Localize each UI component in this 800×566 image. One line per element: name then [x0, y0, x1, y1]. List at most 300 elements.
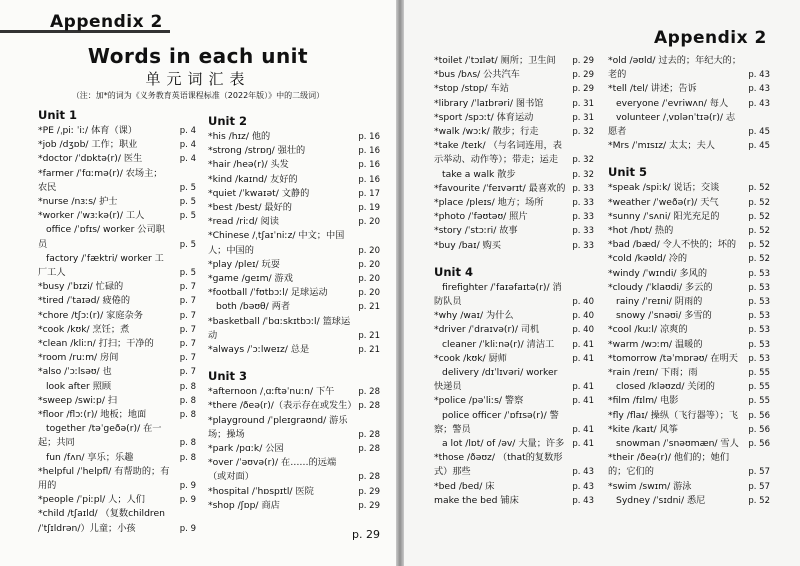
vocab-text: *clean /kliːn/ 打扫；干净的 [38, 338, 154, 350]
vocab-text: office /ˈɒfɪs/ worker 公司职员 [38, 224, 165, 250]
vocab-text: *game /geɪm/ 游戏 [208, 273, 293, 285]
page-ref: p. 29 [572, 70, 594, 81]
unit-heading: Unit 3 [208, 369, 247, 384]
unit-heading: Unit 5 [608, 165, 647, 180]
page-ref: p. 55 [748, 396, 770, 407]
vocab-entry [608, 238, 770, 252]
vocab-text: *worker /ˈwɜːkə(r)/ 工人 [38, 210, 145, 222]
vocab-text: *photo /ˈfəʊtəʊ/ 照片 [434, 211, 528, 223]
vocab-entry [434, 54, 594, 68]
vocab-entry [434, 97, 594, 111]
vocab-text: *tired /ˈtaɪəd/ 疲倦的 [38, 295, 131, 307]
page-ref: p. 33 [572, 198, 594, 209]
page-ref: p. 28 [358, 387, 380, 398]
vocab-entry [208, 485, 380, 499]
page-ref: p. 31 [572, 112, 594, 123]
vocab-text: *bed /bed/ 床 [434, 480, 495, 492]
vocab-text: *speak /spiːk/ 说话；交谈 [608, 182, 720, 194]
vocab-text: *chore /tʃɔː(r)/ 家庭杂务 [38, 309, 143, 321]
vocab-text: volunteer /ˌvɒlənˈtɪə(r)/ 志愿者 [608, 111, 736, 138]
unit-heading: Unit 2 [208, 114, 247, 128]
vocab-entry [38, 124, 196, 138]
page-ref: p. 21 [358, 302, 380, 313]
page-ref: p. 20 [358, 274, 380, 285]
page-ref: p. 32 [572, 155, 594, 166]
vocab-entry [608, 380, 770, 394]
left-page [0, 0, 396, 566]
vocab-text: *driver /ˈdraɪvə(r)/ 司机 [434, 324, 540, 336]
page-ref: p. 40 [572, 325, 594, 336]
vocab-entry [208, 315, 380, 343]
page-ref: p. 55 [748, 382, 770, 393]
vocab-entry [608, 366, 770, 380]
vocab-entry [38, 323, 196, 337]
vocab-text: *hair /heə(r)/ 头发 [208, 159, 289, 171]
page-ref: p. 52 [748, 254, 770, 265]
page-ref: p. 41 [572, 439, 594, 450]
vocab-entry [434, 437, 594, 451]
page-ref: p. 29 [358, 500, 380, 511]
vocab-entry [608, 323, 770, 337]
vocab-entry [608, 139, 770, 153]
vocab-text: together /təˈgeðə(r)/ 在一起；共同 [38, 423, 162, 449]
vocab-entry [434, 323, 594, 337]
vocab-text: *job /dʒɒb/ 工作；职业 [38, 139, 138, 151]
page-ref: p. 28 [358, 472, 380, 483]
vocab-text: *child /tʃaɪld/ （复数children /ˈtʃɪldrən/）儿童；小孩 [38, 508, 165, 534]
page-ref: p. 19 [358, 203, 380, 214]
vocab-text: *take /teɪk/ （与名词连用，表示举动、动作等）；带走；运走 [434, 140, 562, 166]
page-ref: p. 53 [748, 353, 770, 364]
page-ref: p. 7 [179, 310, 196, 321]
vocab-text: *best /best/ 最好的 [208, 202, 292, 214]
vocab-entry [608, 196, 770, 210]
page-ref: p. 43 [572, 467, 594, 478]
vocab-text: *park /pɑːk/ 公园 [208, 443, 284, 455]
vocab-entry [208, 130, 380, 144]
vocab-entry [208, 456, 380, 484]
page-ref: p. 28 [358, 429, 380, 440]
page-ref: p. 40 [572, 297, 594, 308]
vocab-entry [608, 82, 770, 96]
vocab-text: *PE /ˌpiː ˈiː/ 体育（课） [38, 125, 138, 136]
vocab-text: *windy /ˈwɪndi/ 多风的 [608, 267, 708, 279]
page-ref: p. 4 [179, 126, 196, 136]
vocab-entry [208, 399, 380, 413]
vocab-text: *their /ðeə(r)/ 他们的；她们的；它们的 [608, 452, 730, 478]
vocab-text: snowy /ˈsnəʊi/ 多雪的 [616, 310, 712, 322]
page-ref: p. 57 [748, 467, 770, 478]
vocab-text: *shop /ʃɒp/ 商店 [208, 499, 280, 511]
vocab-entry [434, 125, 594, 139]
page-ref: p. 45 [748, 141, 770, 152]
vocab-entry [434, 281, 594, 309]
right-column-1 [434, 54, 594, 508]
vocab-entry [608, 437, 770, 451]
vocab-entry [208, 144, 380, 158]
page-ref: p. 9 [179, 481, 196, 492]
vocab-text: *kind /kaɪnd/ 友好的 [208, 173, 298, 185]
vocab-entry [434, 68, 594, 82]
vocab-text: *busy /ˈbɪzi/ 忙碌的 [38, 281, 124, 293]
vocab-entry [208, 343, 380, 357]
vocab-text: *favourite /ˈfeɪvərɪt/ 最喜欢的 [434, 182, 566, 194]
page-ref: p. 41 [572, 339, 594, 350]
page-ref: p. 52 [748, 183, 770, 194]
vocab-text: *toilet /ˈtɔɪlət/ 厕所；卫生间 [434, 55, 556, 66]
page-ref: p. 7 [179, 324, 196, 335]
vocab-entry [434, 309, 594, 323]
page-ref: p. 53 [748, 297, 770, 308]
vocab-entry [608, 480, 770, 494]
vocab-text: make the bed 铺床 [434, 494, 519, 506]
vocab-text: *always /ˈɔːlweɪz/ 总是 [208, 344, 310, 356]
page-ref: p. 5 [179, 197, 196, 208]
vocab-text: *hospital /ˈhɒspɪtl/ 医院 [208, 485, 314, 497]
unit-heading: Unit 4 [434, 264, 473, 279]
vocab-text: *farmer /ˈfɑːmə(r)/ 农场主；农民 [38, 167, 163, 193]
vocab-text: *old /əʊld/ 过去的；年纪大的；老的 [608, 55, 742, 81]
vocab-entry [608, 224, 770, 238]
vocab-entry [434, 224, 594, 238]
page-ref: p. 53 [748, 339, 770, 350]
vocab-text: *his /hɪz/ 他的 [208, 131, 271, 142]
vocab-entry [434, 480, 594, 494]
page-ref: p. 20 [358, 288, 380, 299]
vocab-text: closed /kləʊzd/ 关闭的 [616, 381, 715, 393]
page-ref: p. 21 [358, 345, 380, 356]
page-ref: p. 8 [179, 452, 196, 463]
vocab-text: *cloudy /ˈklaʊdi/ 多云的 [608, 281, 713, 293]
vocab-entry [208, 229, 380, 257]
vocab-entry [38, 337, 196, 351]
vocab-text: a lot /lɒt/ of /əv/ 大量；许多 [442, 438, 565, 450]
vocab-text: snowman /ˈsnəʊmæn/ 雪人 [616, 438, 739, 450]
page-ref: p. 29 [572, 56, 594, 66]
page-ref: p. 45 [748, 127, 770, 138]
vocab-entry [38, 465, 196, 493]
vocab-entry [38, 422, 196, 450]
vocab-entry [38, 280, 196, 294]
page-ref: p. 9 [179, 495, 196, 506]
page-ref: p. 28 [358, 401, 380, 412]
appendix-label: Appendix 2 [50, 12, 163, 32]
vocab-text: *quiet /ˈkwaɪət/ 文静的 [208, 187, 310, 199]
vocab-text: *Mrs /ˈmɪsɪz/ 太太；夫人 [608, 140, 715, 152]
page-ref: p. 16 [358, 174, 380, 185]
page-ref: p. 20 [358, 217, 380, 228]
page-subtitle: 单元词汇表 [145, 70, 251, 88]
vocab-entry [608, 281, 770, 295]
vocab-text: *stop /stɒp/ 车站 [434, 83, 509, 95]
vocab-entry [208, 258, 380, 272]
vocab-text: *police /pəˈliːs/ 警察 [434, 395, 524, 407]
page-ref: p. 55 [748, 368, 770, 379]
book-gutter [396, 0, 404, 566]
vocab-entry [434, 409, 594, 437]
vocab-entry [608, 394, 770, 408]
vocab-entry [208, 499, 380, 513]
page-ref: p. 32 [572, 169, 594, 180]
vocab-entry [208, 201, 380, 215]
page-ref: p. 8 [179, 438, 196, 449]
page-ref: p. 16 [358, 160, 380, 171]
vocab-text: *tell /tel/ 讲述；告诉 [608, 83, 697, 95]
vocab-entry [38, 380, 196, 394]
vocab-text: both /bəʊθ/ 两者 [216, 301, 291, 313]
vocab-text: *sweep /swiːp/ 扫 [38, 394, 118, 406]
vocab-entry [434, 82, 594, 96]
vocab-text: *sport /spɔːt/ 体育运动 [434, 111, 534, 123]
vocab-text: *cook /kʊk/ 厨师 [434, 352, 507, 364]
vocab-text: *nurse /nɜːs/ 护士 [38, 196, 118, 208]
vocab-text: *cook /kʊk/ 烹饪；煮 [38, 323, 130, 335]
vocab-entry [208, 215, 380, 229]
page-ref: p. 56 [748, 439, 770, 450]
page-ref: p. 28 [358, 444, 380, 455]
page-ref: p. 43 [572, 481, 594, 492]
page-ref: p. 57 [748, 481, 770, 492]
vocab-entry [208, 173, 380, 187]
page-ref: p. 33 [572, 226, 594, 237]
page-ref: p. 53 [748, 325, 770, 336]
vocab-text: *warm /wɔːm/ 温暖的 [608, 338, 703, 350]
vocab-entry [434, 494, 594, 508]
vocab-text: *afternoon /ˌɑːftəˈnuːn/ 下午 [208, 386, 335, 398]
page-ref: p. 5 [179, 182, 196, 193]
vocab-entry [608, 111, 770, 139]
vocab-text: delivery /dɪˈlɪvəri/ worker 快递员 [434, 367, 558, 393]
page-ref: p. 9 [179, 523, 196, 534]
vocab-entry [38, 195, 196, 209]
vocab-entry [434, 451, 594, 479]
vocab-entry [38, 223, 196, 251]
vocab-text: *play /pleɪ/ 玩耍 [208, 258, 280, 270]
page-ref: p. 43 [748, 98, 770, 109]
vocab-text: fun /fʌn/ 享乐；乐趣 [46, 451, 134, 463]
vocab-text: cleaner /ˈkliːnə(r)/ 清洁工 [442, 338, 555, 350]
vocab-entry [434, 182, 594, 196]
page-ref: p. 52 [748, 211, 770, 222]
page-ref: p. 52 [748, 495, 770, 506]
vocab-text: *weather /ˈweðə(r)/ 天气 [608, 196, 719, 208]
vocab-text: firefighter /ˈfaɪəfaɪtə(r)/ 消防队员 [434, 281, 562, 308]
vocab-entry [208, 187, 380, 201]
vocab-entry [608, 210, 770, 224]
bottom-page-number: p. 29 [352, 528, 380, 541]
page-ref: p. 56 [748, 424, 770, 435]
page-ref: p. 41 [572, 382, 594, 393]
vocab-entry [608, 267, 770, 281]
vocab-text: *film /fɪlm/ 电影 [608, 395, 679, 407]
vocab-text: rainy /ˈreɪni/ 阴雨的 [616, 296, 703, 308]
page-ref: p. 5 [179, 239, 196, 250]
vocab-entry [38, 152, 196, 166]
vocab-text: *fly /flaɪ/ 操纵（飞行器等）；飞 [608, 409, 738, 421]
page-ref: p. 52 [748, 226, 770, 237]
vocab-text: *sunny /ˈsʌni/ 阳光充足的 [608, 210, 720, 222]
page-ref: p. 29 [572, 84, 594, 95]
page-ref: p. 43 [748, 70, 770, 81]
vocab-entry [608, 54, 770, 82]
page-ref: p. 7 [179, 367, 196, 378]
vocab-entry [434, 139, 594, 167]
unit-heading: Unit 1 [38, 108, 77, 122]
vocab-text: *Chinese /ˌtʃaɪˈniːz/ 中文；中国人；中国的 [208, 230, 345, 256]
vocab-entry [38, 408, 196, 422]
vocab-entry [38, 351, 196, 365]
page-ref: p. 52 [748, 197, 770, 208]
vocab-entry [208, 158, 380, 172]
page-ref: p. 41 [572, 353, 594, 364]
right-column-2 [608, 54, 770, 508]
vocab-entry [434, 239, 594, 253]
left-column-1 [38, 102, 196, 536]
left-column-2 [208, 102, 380, 513]
vocab-entry [208, 272, 380, 286]
vocab-text: *swim /swɪm/ 游泳 [608, 480, 692, 492]
vocab-entry [434, 210, 594, 224]
vocab-text: *there /ðeə(r)/（表示存在或发生） [208, 400, 357, 412]
vocab-entry [608, 295, 770, 309]
page-ref: p. 4 [179, 140, 196, 151]
vocab-entry [608, 409, 770, 423]
page-ref: p. 8 [179, 395, 196, 406]
vocab-entry [608, 309, 770, 323]
vocab-entry [608, 494, 770, 508]
vocab-text: *place /pleɪs/ 地方；场所 [434, 197, 544, 209]
page-ref: p. 53 [748, 282, 770, 293]
vocab-text: *rain /reɪn/ 下雨；雨 [608, 367, 698, 379]
page-ref: p. 7 [179, 282, 196, 293]
appendix-label: Appendix 2 [654, 28, 767, 48]
page-ref: p. 5 [179, 211, 196, 222]
vocab-entry [38, 394, 196, 408]
vocab-entry [38, 138, 196, 152]
page-ref: p. 31 [572, 98, 594, 109]
vocab-text: *room /ruːm/ 房间 [38, 352, 119, 364]
vocab-entry [38, 309, 196, 323]
right-page [404, 0, 800, 566]
vocab-text: *football /ˈfʊtbɔːl/ 足球运动 [208, 287, 328, 299]
page-ref: p. 16 [358, 132, 380, 142]
vocab-entry [38, 167, 196, 195]
page-ref: p. 7 [179, 339, 196, 350]
vocab-entry [208, 300, 380, 314]
vocab-entry [38, 252, 196, 280]
page-ref: p. 5 [179, 268, 196, 279]
vocab-text: *bad /bæd/ 令人不快的；坏的 [608, 239, 737, 251]
page-ref: p. 20 [358, 245, 380, 256]
vocab-text: *cool /kuːl/ 凉爽的 [608, 324, 688, 336]
vocab-text: *basketball /ˈbɑːskɪtbɔːl/ 篮球运动 [208, 315, 351, 341]
vocab-entry [608, 97, 770, 111]
vocab-entry [38, 365, 196, 379]
vocab-entry [208, 286, 380, 300]
vocab-text: *helpful /ˈhelpfl/ 有帮助的；有用的 [38, 465, 170, 492]
vocab-text: *also /ˈɔːlsəʊ/ 也 [38, 366, 112, 378]
page-ref: p. 33 [572, 212, 594, 223]
vocab-text: *cold /kəʊld/ 冷的 [608, 253, 688, 265]
vocab-entry [608, 252, 770, 266]
page-ref: p. 41 [572, 424, 594, 435]
vocab-entry [208, 442, 380, 456]
vocab-text: take a walk 散步 [442, 168, 516, 180]
page-ref: p. 21 [358, 330, 380, 341]
vocab-entry [434, 338, 594, 352]
vocab-text: *story /ˈstɔːri/ 故事 [434, 225, 518, 237]
vocab-text: Sydney /ˈsɪdni/ 悉尼 [616, 494, 706, 506]
vocab-entry [38, 294, 196, 308]
vocab-entry [38, 209, 196, 223]
vocab-entry [608, 338, 770, 352]
page-ref: p. 7 [179, 296, 196, 307]
vocab-text: *strong /strɒŋ/ 强壮的 [208, 145, 306, 157]
vocab-text: *bus /bʌs/ 公共汽车 [434, 69, 520, 81]
vocab-entry [38, 493, 196, 507]
page-ref: p. 7 [179, 353, 196, 364]
vocab-text: *library /ˈlaɪbrəri/ 图书馆 [434, 97, 544, 109]
page-ref: p. 17 [358, 188, 380, 199]
page-ref: p. 43 [748, 84, 770, 95]
page-ref: p. 43 [572, 495, 594, 506]
vocab-entry [434, 168, 594, 182]
vocab-entry [434, 352, 594, 366]
vocab-entry [434, 366, 594, 394]
page-ref: p. 4 [179, 154, 196, 165]
page-title: Words in each unit [87, 44, 309, 68]
vocab-text: *over /ˈəʊvə(r)/ 在……的远端（或对面） [208, 457, 337, 483]
page-ref: p. 52 [748, 240, 770, 251]
vocab-entry [434, 111, 594, 125]
vocab-entry [608, 352, 770, 366]
page-ref: p. 32 [572, 127, 594, 138]
vocab-text: police officer /ˈɒfɪsə(r)/ 警察；警员 [434, 409, 559, 435]
vocab-text: *why /waɪ/ 为什么 [434, 310, 514, 322]
vocab-text: *buy /baɪ/ 购买 [434, 239, 501, 251]
page-ref: p. 29 [358, 486, 380, 497]
vocab-entry [608, 181, 770, 195]
vocab-entry [434, 196, 594, 210]
page-ref: p. 8 [179, 381, 196, 392]
page-note: （注：加*的词为《义务教育英语课程标准（2022年版）》中的二级词） [71, 91, 325, 100]
vocab-text: *doctor /ˈdɒktə(r)/ 医生 [38, 153, 143, 165]
vocab-text: *kite /kaɪt/ 风筝 [608, 423, 678, 435]
vocab-text: *walk /wɔːk/ 散步；行走 [434, 126, 539, 138]
page-ref: p. 41 [572, 396, 594, 407]
vocab-text: *read /riːd/ 阅读 [208, 216, 279, 228]
vocab-text: *people /ˈpiːpl/ 人；人们 [38, 494, 145, 506]
vocab-entry [208, 385, 380, 399]
page-ref: p. 8 [179, 410, 196, 421]
vocab-text: factory /ˈfæktri/ worker 工厂工人 [38, 252, 164, 279]
vocab-text: look after 照顾 [46, 380, 112, 392]
page-ref: p. 56 [748, 410, 770, 421]
vocab-text: *tomorrow /təˈmɒrəʊ/ 在明天 [608, 352, 738, 364]
page-ref: p. 20 [358, 259, 380, 270]
page-ref: p. 33 [572, 240, 594, 251]
page-ref: p. 16 [358, 146, 380, 157]
vocab-text: *those /ðəʊz/ （that的复数形式）那些 [434, 452, 563, 478]
page-ref: p. 33 [572, 183, 594, 194]
vocab-text: *hot /hɒt/ 热的 [608, 225, 674, 237]
page-ref: p. 53 [748, 268, 770, 279]
vocab-entry [608, 423, 770, 437]
vocab-entry [608, 451, 770, 479]
vocab-text: *floor /flɔː(r)/ 地板；地面 [38, 409, 147, 421]
page-ref: p. 53 [748, 311, 770, 322]
vocab-entry [208, 414, 380, 442]
